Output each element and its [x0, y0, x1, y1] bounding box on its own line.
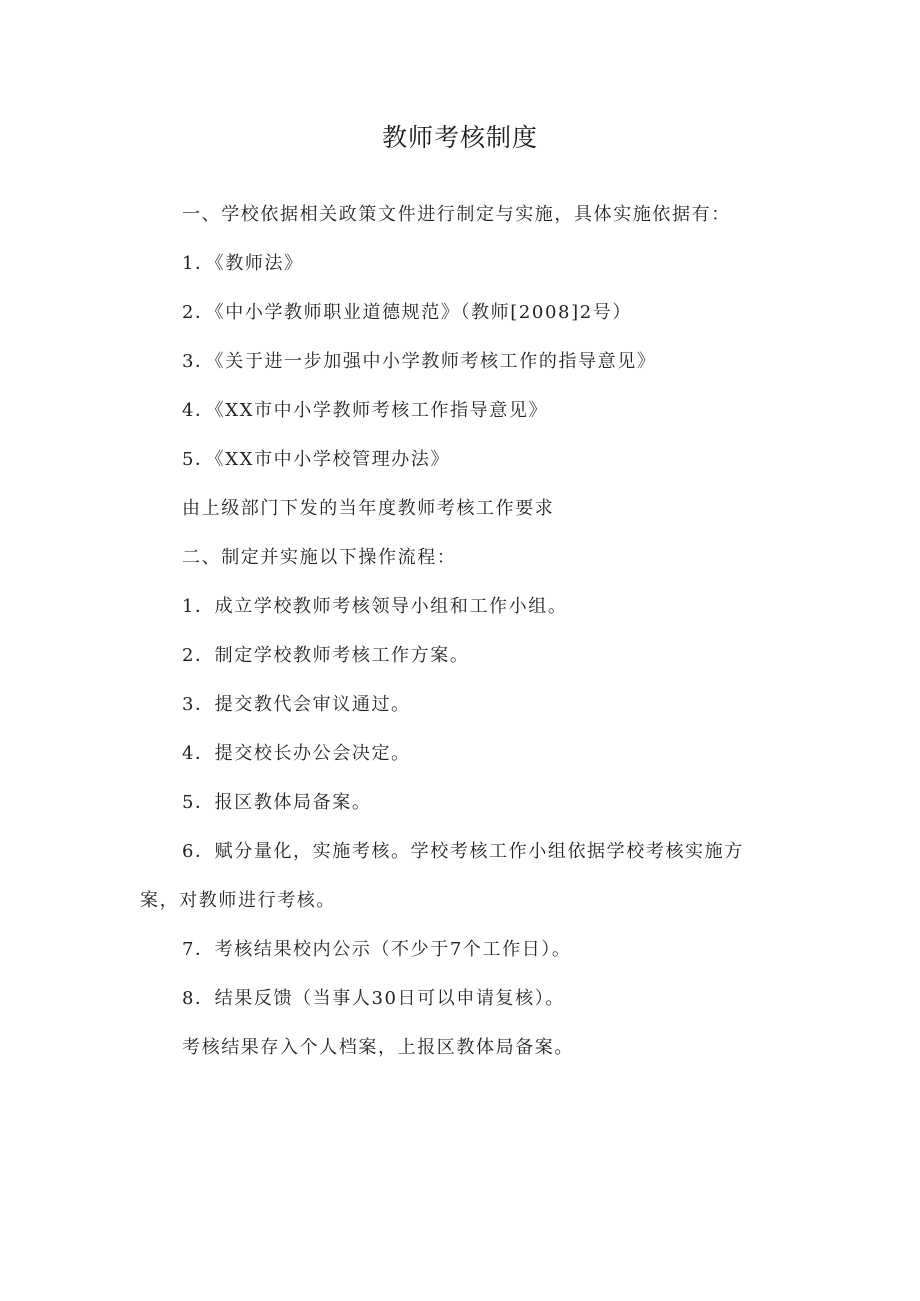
- list-item: 5．报区教体局备案。: [182, 792, 372, 813]
- list-item: 3．《关于进一步加强中小学教师考核工作的指导意见》: [182, 351, 657, 372]
- list-item: 2．《中小学教师职业道德规范》（教师[2008]2号）: [182, 302, 632, 323]
- list-item: 8．结果反馈（当事人30日可以申请复核）。: [182, 988, 565, 1009]
- list-item: 3．提交教代会审议通过。: [182, 694, 411, 715]
- paragraph: 由上级部门下发的当年度教师考核工作要求: [182, 498, 555, 519]
- page-title: 教师考核制度: [381, 123, 538, 152]
- document-body: [140, 190, 765, 1072]
- list-item: 7．考核结果校内公示（不少于7个工作日）。: [182, 939, 572, 960]
- list-item: 6．赋分量化，实施考核。学校考核工作小组依据学校考核实施方案，对教师进行考核。: [140, 841, 744, 911]
- list-item: 5．《XX市中小学校管理办法》: [182, 449, 451, 470]
- list-item: 1．成立学校教师考核领导小组和工作小组。: [182, 596, 568, 617]
- list-item: 1．《教师法》: [182, 253, 304, 274]
- list-item: 2．制定学校教师考核工作方案。: [182, 645, 470, 666]
- list-item: 4．提交校长办公会决定。: [182, 743, 411, 764]
- paragraph: 考核结果存入个人档案，上报区教体局备案。: [182, 1037, 574, 1058]
- section-heading-process: 二、制定并实施以下操作流程：: [182, 547, 457, 568]
- section-heading-basis: 一、学校依据相关政策文件进行制定与实施，具体实施依据有：: [182, 204, 731, 225]
- list-item: 4．《XX市中小学教师考核工作指导意见》: [182, 400, 549, 421]
